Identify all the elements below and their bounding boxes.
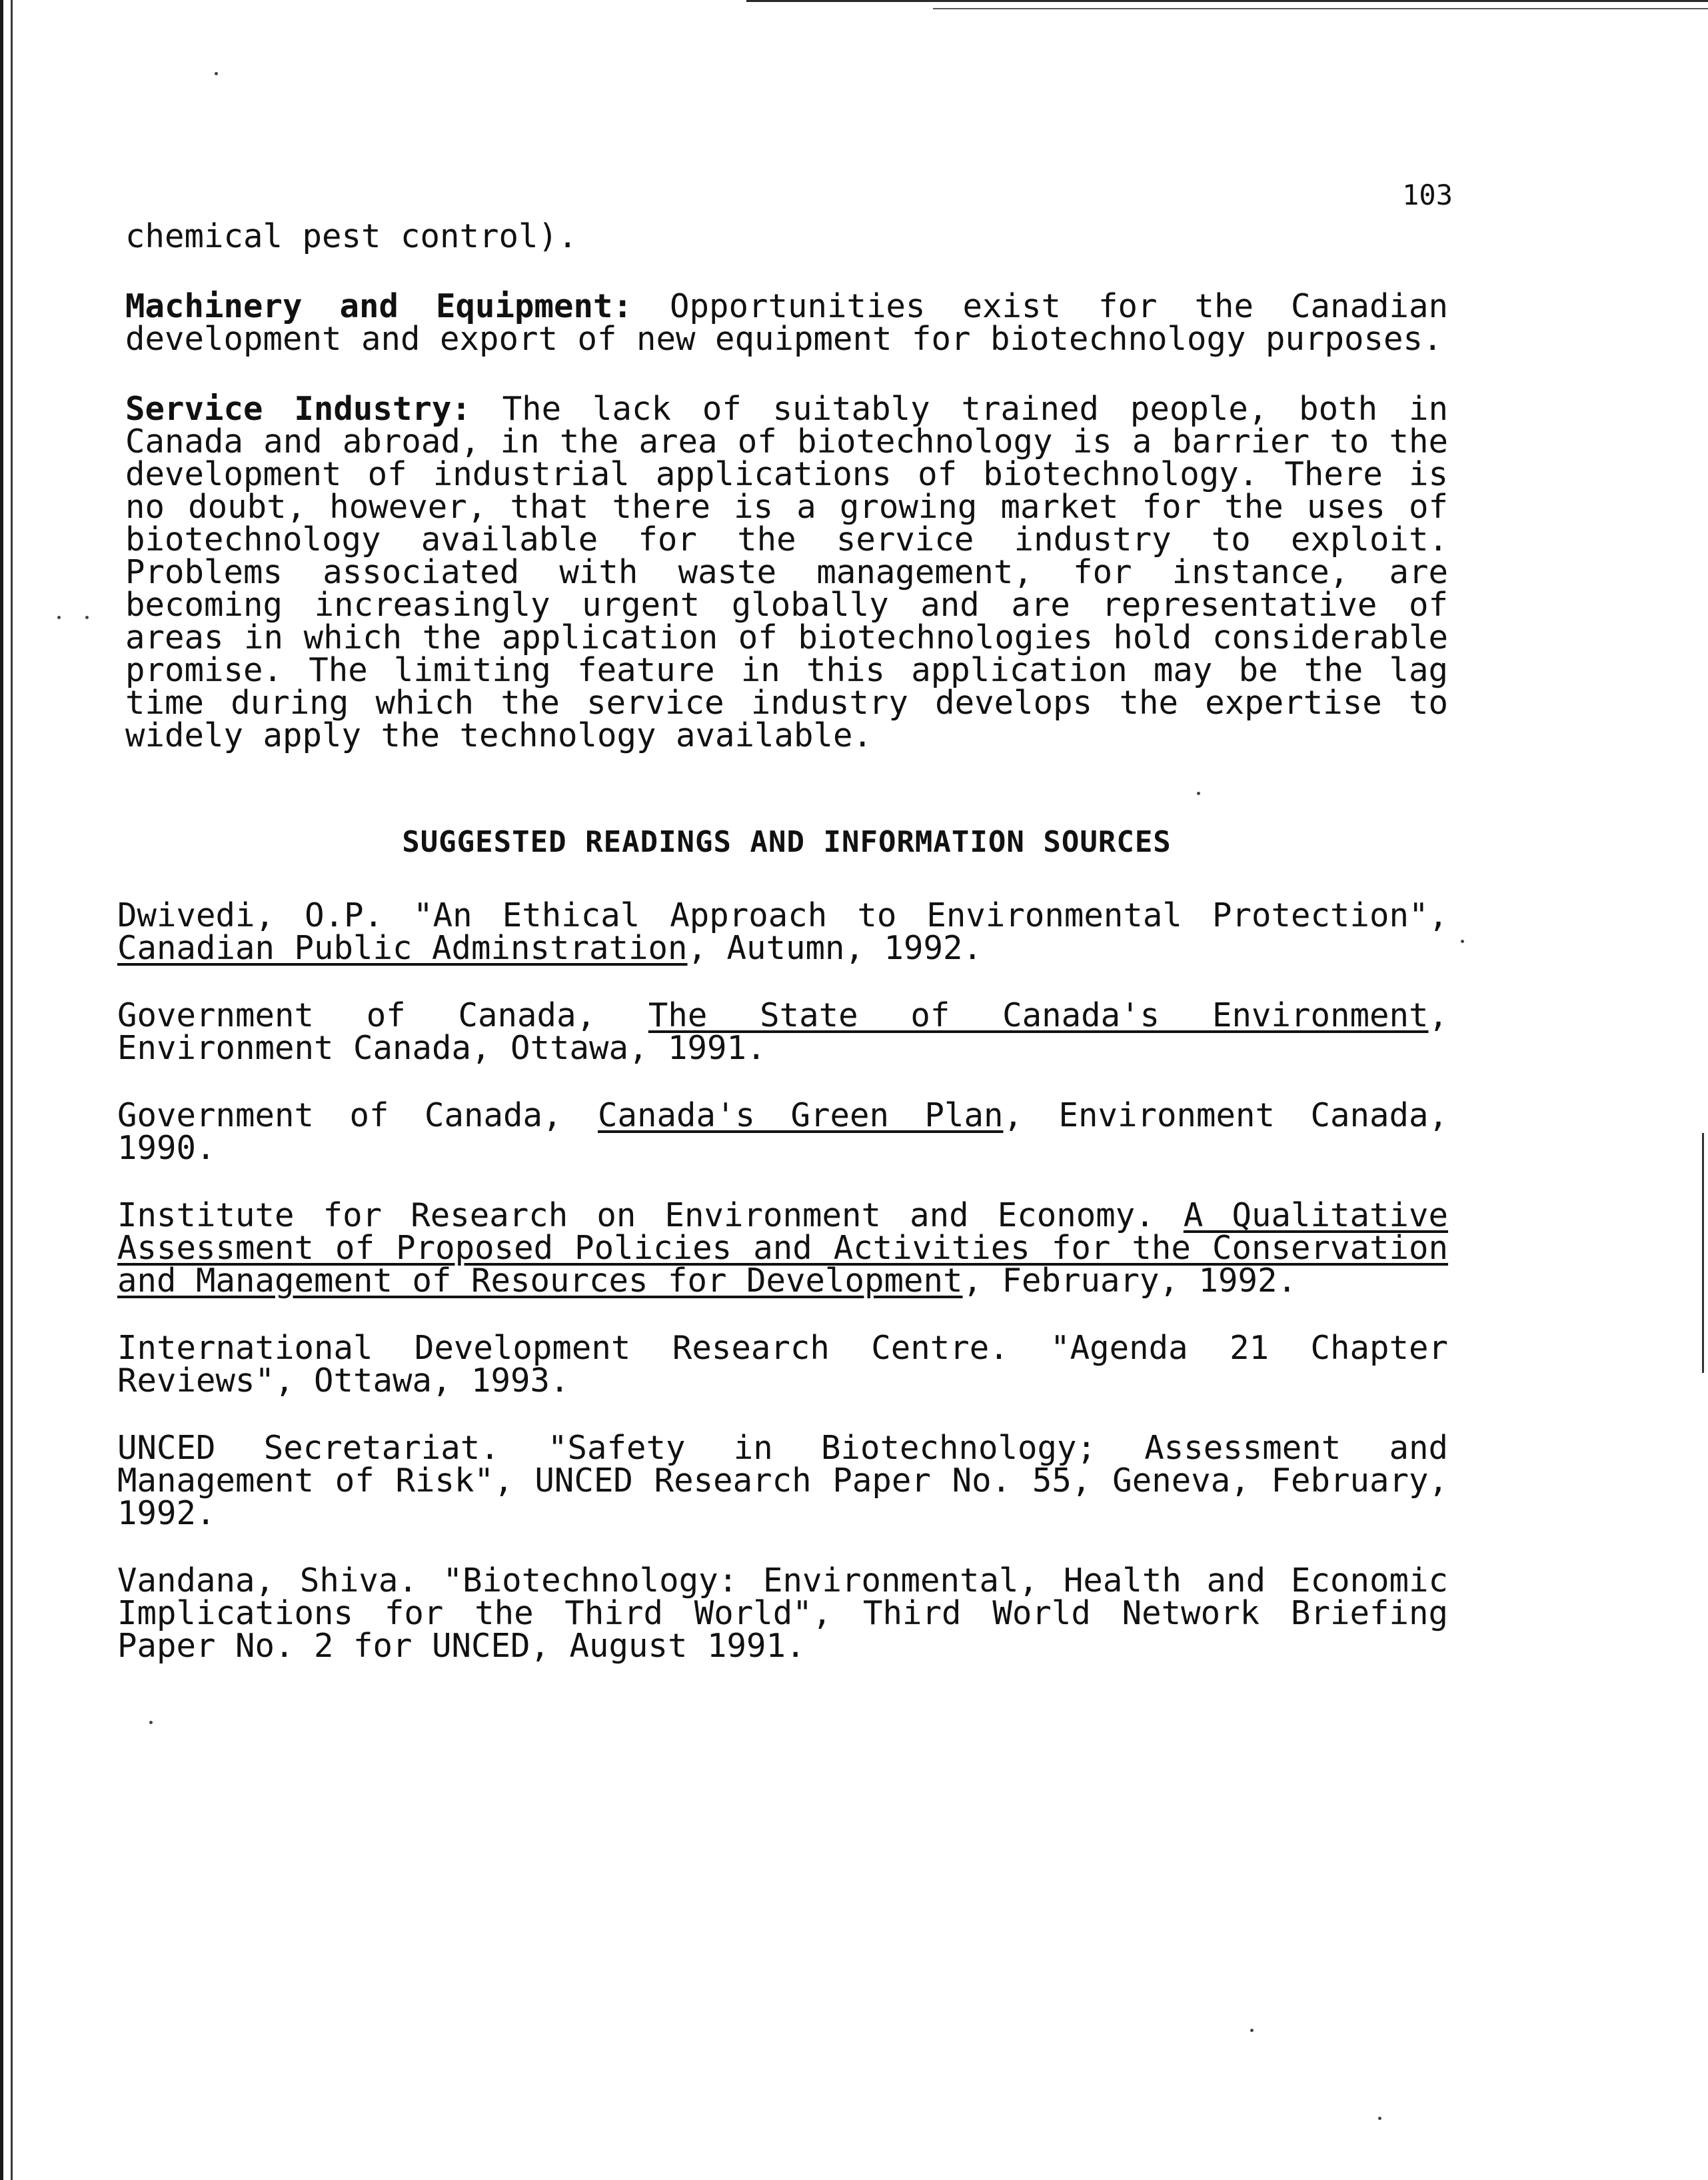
reference-text: Dwivedi, O.P. "An Ethical Approach to Environmental Protection",	[117, 896, 1448, 934]
scan-border-top	[746, 0, 1708, 2]
scan-speck	[85, 616, 89, 619]
reference-item	[117, 1196, 1448, 1300]
machinery-text: Opportunities exist for the Canadian development and export of new equipment for biotechnology purposes.	[125, 287, 1448, 358]
reference-item	[117, 1096, 1448, 1167]
reference-text: Government of Canada,	[117, 1096, 598, 1134]
reference-text: Institute for Research on Environment and Economy.	[117, 1196, 1184, 1234]
scan-speck	[1378, 2117, 1381, 2120]
scan-border-right	[1702, 1133, 1704, 1373]
scan-speck	[149, 1721, 153, 1724]
reference-item	[117, 1429, 1448, 1532]
machinery-paragraph	[125, 287, 1448, 358]
service-text: The lack of suitably trained people, both in Canada and abroad, in the area of biotechnology is a barrier to the development of industrial applications of biotechnology. There is no doubt, however, that there is a growing market for the uses of biotechnology available for the service industry to exploit. Problems associated with waste management, for instance, are becoming increasingly urgent globally and are representative of areas in which the application of biotechnologies hold considerable promise. The limiting feature in this application may be the lag time during which the service industry develops the expertise to widely apply the technology available.	[125, 390, 1448, 754]
machinery-heading: Machinery and Equipment:	[125, 287, 632, 325]
scan-border-left-inner	[11, 0, 13, 2180]
scan-speck	[215, 72, 218, 75]
scan-speck	[1250, 2029, 1254, 2032]
reference-title: A Qualitative Assessment of Proposed Policies and Activities for the Conservation and Management of Resources for Development	[117, 1196, 1448, 1300]
reference-item	[117, 996, 1448, 1067]
service-heading: Service Industry:	[125, 390, 471, 428]
scan-border-left	[0, 0, 3, 2180]
page-number: 103	[1402, 179, 1453, 211]
page-body	[117, 217, 1448, 1697]
reference-suffix: , Environment Canada, 1990.	[117, 1096, 1448, 1167]
reference-title: The State of Canada's Environment	[648, 996, 1429, 1034]
reference-title: Canada's Green Plan	[598, 1096, 1004, 1134]
reference-suffix: , Autumn, 1992.	[687, 929, 983, 967]
readings-heading: SUGGESTED READINGS AND INFORMATION SOURCES	[402, 825, 1172, 859]
reference-text: International Development Research Centre. "Agenda 21 Chapter Reviews", Ottawa, 1993.	[117, 1329, 1448, 1400]
reference-item	[117, 1562, 1448, 1665]
reference-suffix: , Environment Canada, Ottawa, 1991.	[117, 996, 1448, 1067]
scan-speck	[57, 616, 61, 619]
reference-item	[117, 1329, 1448, 1400]
reference-text: UNCED Secretariat. "Safety in Biotechnology; Assessment and Management of Risk", UNCED Research Paper No. 55, Geneva, February, 1992.	[117, 1429, 1448, 1532]
intro-line: chemical pest control).	[125, 217, 578, 255]
reference-text: Vandana, Shiva. "Biotechnology: Environmental, Health and Economic Implications for the Third World", Third World Network Briefing Paper No. 2 for UNCED, August 1991.	[117, 1562, 1448, 1665]
reference-text: Government of Canada,	[117, 996, 648, 1034]
service-paragraph	[125, 390, 1448, 754]
reference-item	[117, 896, 1448, 967]
reference-title: Canadian Public Adminstration	[117, 929, 688, 967]
scan-border-top-inner	[933, 8, 1708, 9]
scan-speck	[1461, 940, 1464, 943]
reference-suffix: , February, 1992.	[962, 1262, 1297, 1300]
